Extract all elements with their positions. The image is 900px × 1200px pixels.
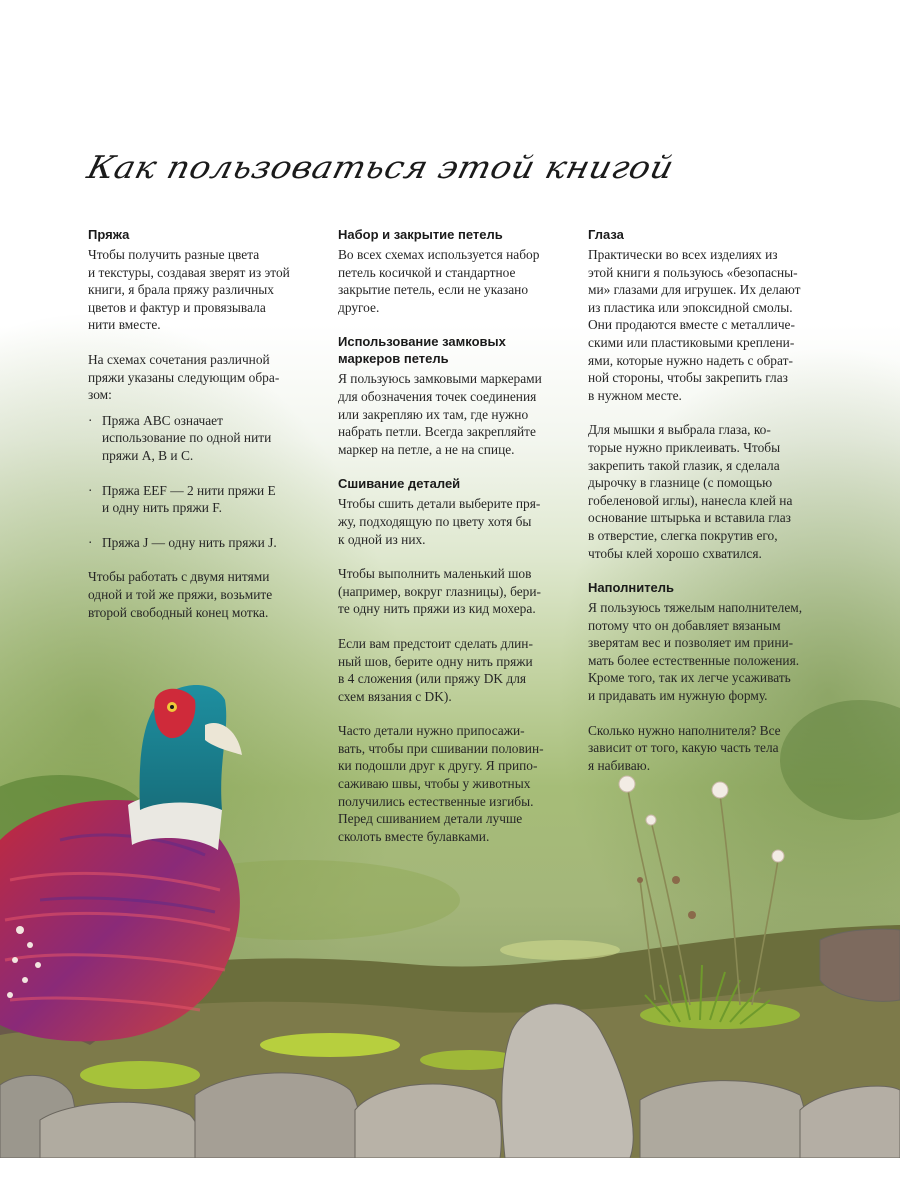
list-item [88,482,318,517]
yarn-paragraph-1: Чтобы получить разные цвета и текстуры, создавая зверят из этой книги, я брала пряжу различных цветов и фактур и провязывала нити вместе. [88,247,290,333]
list-item-text: Пряжа EEF — 2 нити пряжи E и одну нить пряжи F. [102,482,276,516]
yarn-heading: Пряжа [88,227,130,242]
sewing-paragraph-2: Чтобы выполнить маленький шов (например, вокруг глазницы), бери- те одну нить пряжи из кид мохера. [338,566,541,617]
sewing-paragraph-1: Чтобы сшить детали выберите пря- жу, подходящую по цвету хотя бы к одной из них. [338,496,541,547]
right-column [588,226,816,774]
yarn-paragraph-3: Чтобы работать с двумя нитями одной и той же пряжи, возьмите второй свободный конец мотка. [88,569,273,620]
filling-heading: Наполнитель [588,580,675,596]
markers-paragraph: Я пользуюсь замковыми маркерами для обозначения точек соединения или закрепляю их там, где нужно набрать петли. Всегда закрепляйте маркер на петле, а не на спице. [338,371,542,457]
eyes-paragraph-1: Практически во всех изделиях из этой книги я пользуюсь «безопасны- ми» глазами для игрушек. Их делают из пластика или эпоксидной смолы. Они продаются вместе с металличе- скими или пластиковыми креплени- ями, которые нужно надеть с обрат- ной стороны, чтобы закрепить глаз в нужном месте. [588,247,801,403]
markers-heading: Использование замковых маркеров петель [338,334,506,367]
filling-paragraph-1: Я пользуюсь тяжелым наполнителем, потому что он добавляет вязаным зверятам вес и позволяет им прини- мать более естественные положения. Кроме того, так их легче усаживать и придавать им нужную форму. [588,600,803,704]
list-item-text: Пряжа J — одну нить пряжи J. [102,534,277,550]
page-bottom-margin [0,1158,900,1200]
sewing-paragraph-3: Если вам предстоит сделать длин- ный шов, берите одну нить пряжи в 4 сложения (или пряжу DK для схем вязания с DK). [338,635,533,704]
list-item [88,534,318,552]
sewing-paragraph-4: Часто детали нужно припосажи- вать, чтобы при сшивании половин- ки подошли друг к другу. Я припо- саживаю швы, чтобы у животных получились естественные изгибы. Перед сшиванием детали лучше сколоть вместе булавками. [338,723,544,844]
left-column [88,226,318,621]
yarn-notation-list [88,412,318,552]
bullet-icon: · [88,534,93,550]
castoff-paragraph: Во всех схемах используется набор петель косичкой и стандартное закрытие петель, если не указано другое. [338,247,540,315]
list-item [88,412,318,465]
bullet-icon: · [88,482,93,498]
castoff-heading: Набор и закрытие петель [338,227,503,242]
eyes-heading: Глаза [588,227,624,242]
middle-column [338,226,568,845]
sewing-heading: Сшивание деталей [338,476,461,492]
bullet-icon: · [88,412,93,428]
eyes-paragraph-2: Для мышки я выбрала глаза, ко- торые нужно приклеивать. Чтобы закрепить такой глазик, я сделала дырочку в глазнице (с помощью гобеленовой иглы), нанесла клей на основание штырька и вставила глаз в отверстие, слегка покрутив его, чтобы клей хорошо схватился. [588,422,793,561]
page-title: Как пользоваться этой книгой [83,149,678,187]
filling-paragraph-2: Сколько нужно наполнителя? Все зависит от того, какую часть тела я набиваю. [588,722,781,773]
yarn-paragraph-2: На схемах сочетания различной пряжи указаны следующим обра- зом: [88,351,280,403]
list-item-text: Пряжа ABC означает использование по одной нити пряжи A, B и C. [102,412,272,463]
